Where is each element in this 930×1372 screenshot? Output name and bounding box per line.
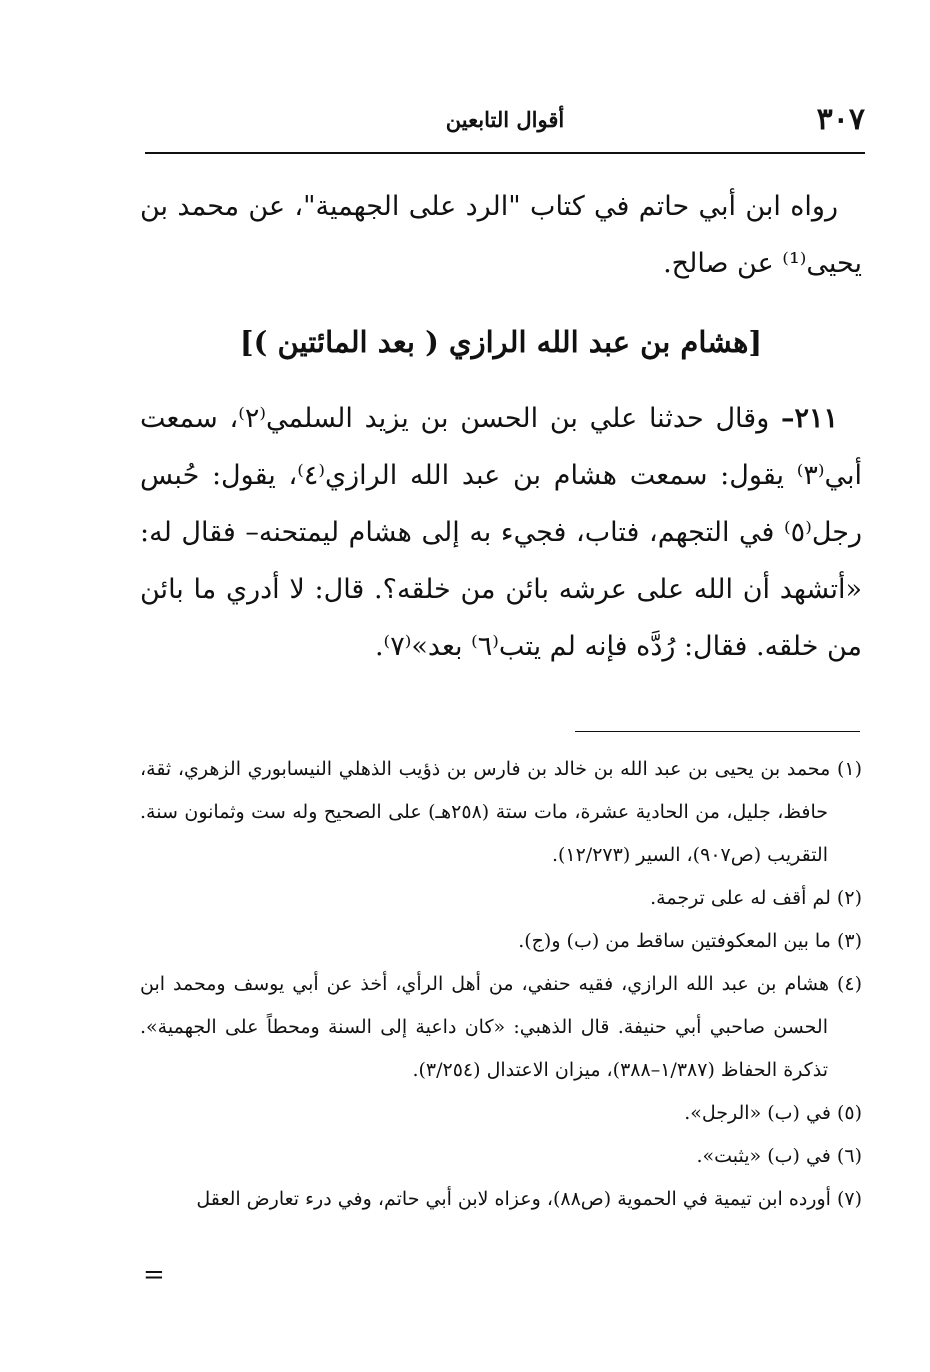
main-text xyxy=(140,178,862,675)
footnote-1: (١) محمد بن يحيى بن عبد الله بن خالد بن فارس بن ذؤيب الذهلي النيسابوري الزهري، ثقة، حافظ، جليل، من الحادية عشرة، مات ستة (٢٥٨هـ) على الصحيح وله ست وثمانون سنة. التقريب (ص٩٠٧)، السير (١٢/٢٧٣). xyxy=(140,758,862,866)
page-header xyxy=(145,100,865,154)
page-number: ٣٠٧ xyxy=(816,102,865,137)
intro-paragraph: رواه ابن أبي حاتم في كتاب "الرد على الجهمية"، عن محمد بن يحيى⁽¹⁾ عن صالح. xyxy=(140,191,862,279)
section-heading: [هشام بن عبد الله الرازي ( بعد المائتين )] xyxy=(239,325,763,359)
footnote-divider xyxy=(575,731,860,732)
running-title: أقوال التابعين xyxy=(445,107,565,132)
footnote-3: (٣) ما بين المعكوفتين ساقط من (ب) و(ج). xyxy=(518,930,862,952)
footnote-7: (٧) أورده ابن تيمية في الحموية (ص٨٨)، وعزاه لابن أبي حاتم، وفي درء تعارض العقل xyxy=(196,1188,862,1210)
continuation-mark: = xyxy=(143,1260,165,1290)
footnotes xyxy=(140,748,862,1221)
entry-number: ٢١١– xyxy=(780,403,838,434)
footnote-2: (٢) لم أقف له على ترجمة. xyxy=(650,887,862,909)
entry-paragraph xyxy=(140,390,862,675)
footnote-5: (٥) في (ب) «الرجل». xyxy=(684,1102,862,1124)
footnote-6: (٦) في (ب) «يثبت». xyxy=(696,1145,862,1167)
footnote-4: (٤) هشام بن عبد الله الرازي، فقيه حنفي، من أهل الرأي، أخذ عن أبي يوسف ومحمد ابن الحسن صاحبي أبي حنيفة. قال الذهبي: «كان داعية إلى السنة ومحطاً على الجهمية». تذكرة الحفاظ (١/٣٨٧–٣٨٨)، ميزان الاعتدال (٣/٢٥٤). xyxy=(140,973,862,1081)
entry-text: وقال حدثنا علي بن الحسن بن يزيد السلمي⁽٢⁾، سمعت أبي⁽٣⁾ يقول: سمعت هشام بن عبد الله الرازي⁽٤⁾، يقول: حُبس رجل⁽٥⁾ في التجهم، فتاب، فجيء به إلى هشام ليمتحنه– فقال له: «أتشهد أن الله على عرشه بائن من خلقه؟. قال: لا أدري ما بائن من خلقه. فقال: رُدَّه فإنه لم يتب⁽٦⁾ بعد»⁽٧⁾. xyxy=(140,403,862,662)
